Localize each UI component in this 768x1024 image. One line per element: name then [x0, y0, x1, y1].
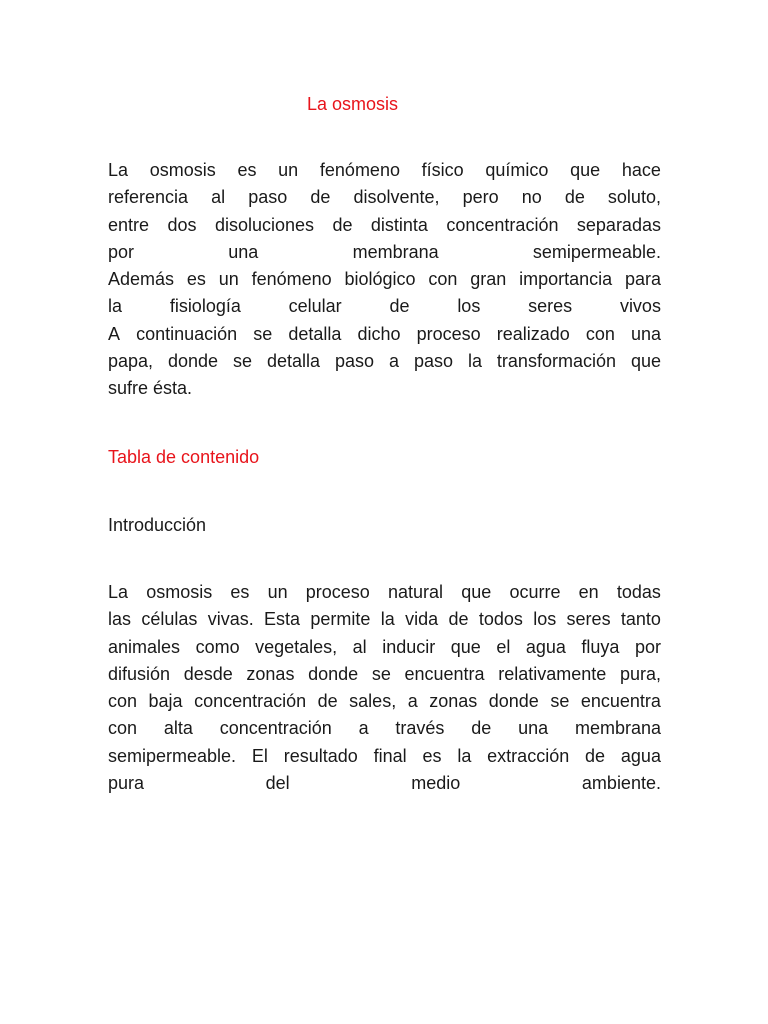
paragraph-line: [108, 634, 661, 661]
word: detalla: [266, 351, 321, 372]
word: es: [186, 269, 206, 290]
word: al: [211, 187, 226, 208]
word: semipermeable.: [108, 745, 237, 766]
word: zonas: [429, 691, 478, 712]
word: de: [317, 691, 338, 712]
word: través: [395, 718, 445, 739]
word: entre: [108, 214, 150, 235]
word: pura,: [619, 663, 661, 684]
word: del: [265, 773, 290, 794]
paragraph-line: [108, 375, 661, 402]
word: los: [533, 609, 557, 630]
word: para: [624, 269, 661, 290]
word: como: [195, 636, 240, 657]
paragraph-line: [108, 184, 661, 211]
word: pura: [108, 773, 145, 794]
word: la: [457, 745, 472, 766]
word: Esta: [264, 609, 301, 630]
word: el: [496, 636, 511, 657]
word: la: [467, 351, 482, 372]
paragraph-line: [108, 157, 661, 184]
word: osmosis: [146, 582, 213, 602]
paragraph-line: [108, 266, 661, 293]
word: realizado: [496, 323, 570, 344]
word: seres: [528, 296, 573, 317]
word: paso: [248, 187, 288, 208]
word: papa,: [108, 351, 154, 372]
word: La: [108, 582, 129, 602]
paragraph-line: [108, 715, 661, 742]
word: al: [352, 636, 367, 657]
word: un: [218, 269, 239, 290]
word: a: [407, 691, 418, 712]
word: vegetales,: [255, 636, 338, 657]
toc-heading: Tabla de contenido: [108, 447, 260, 467]
word: de: [448, 609, 469, 630]
word: todas: [616, 582, 661, 602]
word: una: [630, 323, 661, 344]
word: continuación: [136, 323, 238, 344]
word: hace: [621, 160, 661, 180]
word: se: [233, 351, 253, 372]
word: fluya: [581, 636, 620, 657]
word: todos: [478, 609, 523, 630]
word: Además: [108, 269, 175, 290]
word: baja: [148, 691, 183, 712]
word: El: [251, 745, 268, 766]
word: células: [141, 609, 198, 630]
word: una: [518, 718, 549, 739]
word: desde: [183, 663, 233, 684]
word: donde: [488, 691, 539, 712]
word: físico: [421, 160, 464, 180]
word: por: [108, 241, 135, 262]
word: medio: [411, 773, 461, 794]
word: animales: [108, 636, 181, 657]
word: paso: [334, 351, 375, 372]
word: difusión: [108, 663, 171, 684]
document-title: La osmosis: [307, 94, 399, 114]
paragraph-line: [108, 321, 661, 348]
word: una: [228, 241, 259, 262]
word: se: [550, 691, 570, 712]
word: La: [108, 160, 129, 180]
word: alta: [163, 718, 193, 739]
word: por: [634, 636, 661, 657]
paragraph-line: [108, 688, 661, 715]
word: A: [108, 323, 121, 344]
paragraph-line: [108, 606, 661, 633]
word: separadas: [576, 214, 661, 235]
word: con: [108, 718, 138, 739]
word: distinta: [370, 214, 428, 235]
word: final: [373, 745, 407, 766]
word: dos: [167, 214, 197, 235]
word: permite: [310, 609, 371, 630]
word: los: [457, 296, 481, 317]
word: agua: [525, 636, 566, 657]
word: proceso: [416, 323, 481, 344]
paragraph-introduction: [108, 579, 661, 797]
word: disoluciones: [214, 214, 314, 235]
word: seres: [566, 609, 611, 630]
word: encuentra: [580, 691, 661, 712]
word: dicho: [357, 323, 401, 344]
word: disolvente,: [353, 187, 440, 208]
paragraph-line: [108, 212, 661, 239]
paragraph-osmosis-definition: [108, 157, 661, 403]
word: concentración: [446, 214, 559, 235]
word: de: [471, 718, 492, 739]
word: inducir: [382, 636, 436, 657]
word: detalla: [288, 323, 342, 344]
word: es: [230, 582, 250, 602]
word: osmosis: [149, 160, 216, 180]
word: que: [450, 636, 481, 657]
word: vida: [405, 609, 439, 630]
word: membrana: [574, 718, 661, 739]
word: que: [570, 160, 601, 180]
word: de: [310, 187, 331, 208]
word: soluto,: [607, 187, 661, 208]
word: referencia: [108, 187, 189, 208]
word: proceso: [305, 582, 370, 602]
word: tanto: [620, 609, 661, 630]
paragraph-line: [108, 743, 661, 770]
word: importancia: [519, 269, 613, 290]
word: la: [380, 609, 395, 630]
word: membrana: [352, 241, 439, 262]
word: que: [630, 351, 661, 372]
word: extracción: [487, 745, 570, 766]
word: de: [389, 296, 410, 317]
word: a: [388, 351, 399, 372]
word: agua: [620, 745, 661, 766]
word: con: [108, 691, 138, 712]
word: resultado: [283, 745, 358, 766]
word: relativamente: [498, 663, 607, 684]
paragraph-line: [108, 770, 661, 797]
word: en: [578, 582, 599, 602]
word: no: [521, 187, 542, 208]
word: vivos: [619, 296, 661, 317]
word: fenómeno: [319, 160, 400, 180]
word: que: [461, 582, 492, 602]
word: es: [422, 745, 442, 766]
intro-heading: Introducción: [108, 515, 207, 535]
word: sufre ésta.: [108, 378, 193, 399]
word: pero: [462, 187, 499, 208]
word: a: [358, 718, 369, 739]
word: un: [278, 160, 299, 180]
paragraph-line: [108, 661, 661, 688]
word: un: [267, 582, 288, 602]
word: se: [371, 663, 391, 684]
word: vivas.: [207, 609, 254, 630]
word: sales,: [349, 691, 397, 712]
word: natural: [388, 582, 444, 602]
word: encuentra: [404, 663, 485, 684]
word: biológico: [344, 269, 416, 290]
word: gran: [470, 269, 507, 290]
paragraph-line: [108, 348, 661, 375]
paragraph-line: [108, 239, 661, 266]
word: con: [585, 323, 615, 344]
word: fenómeno: [251, 269, 332, 290]
word: ocurre: [509, 582, 561, 602]
word: la: [108, 296, 123, 317]
word: celular: [288, 296, 342, 317]
paragraph-line: [108, 579, 661, 606]
word: transformación: [496, 351, 616, 372]
word: es: [237, 160, 257, 180]
word: concentración: [194, 691, 307, 712]
word: las: [108, 609, 132, 630]
word: donde: [308, 663, 359, 684]
word: se: [253, 323, 273, 344]
paragraph-line: [108, 293, 661, 320]
word: zonas: [246, 663, 295, 684]
word: de: [585, 745, 606, 766]
word: paso: [413, 351, 453, 372]
word: con: [428, 269, 458, 290]
word: donde: [168, 351, 219, 372]
word: químico: [485, 160, 549, 180]
word: concentración: [219, 718, 332, 739]
word: de: [564, 187, 585, 208]
word: ambiente.: [581, 773, 661, 794]
word: semipermeable.: [532, 241, 661, 262]
word: de: [332, 214, 353, 235]
word: fisiología: [169, 296, 241, 317]
